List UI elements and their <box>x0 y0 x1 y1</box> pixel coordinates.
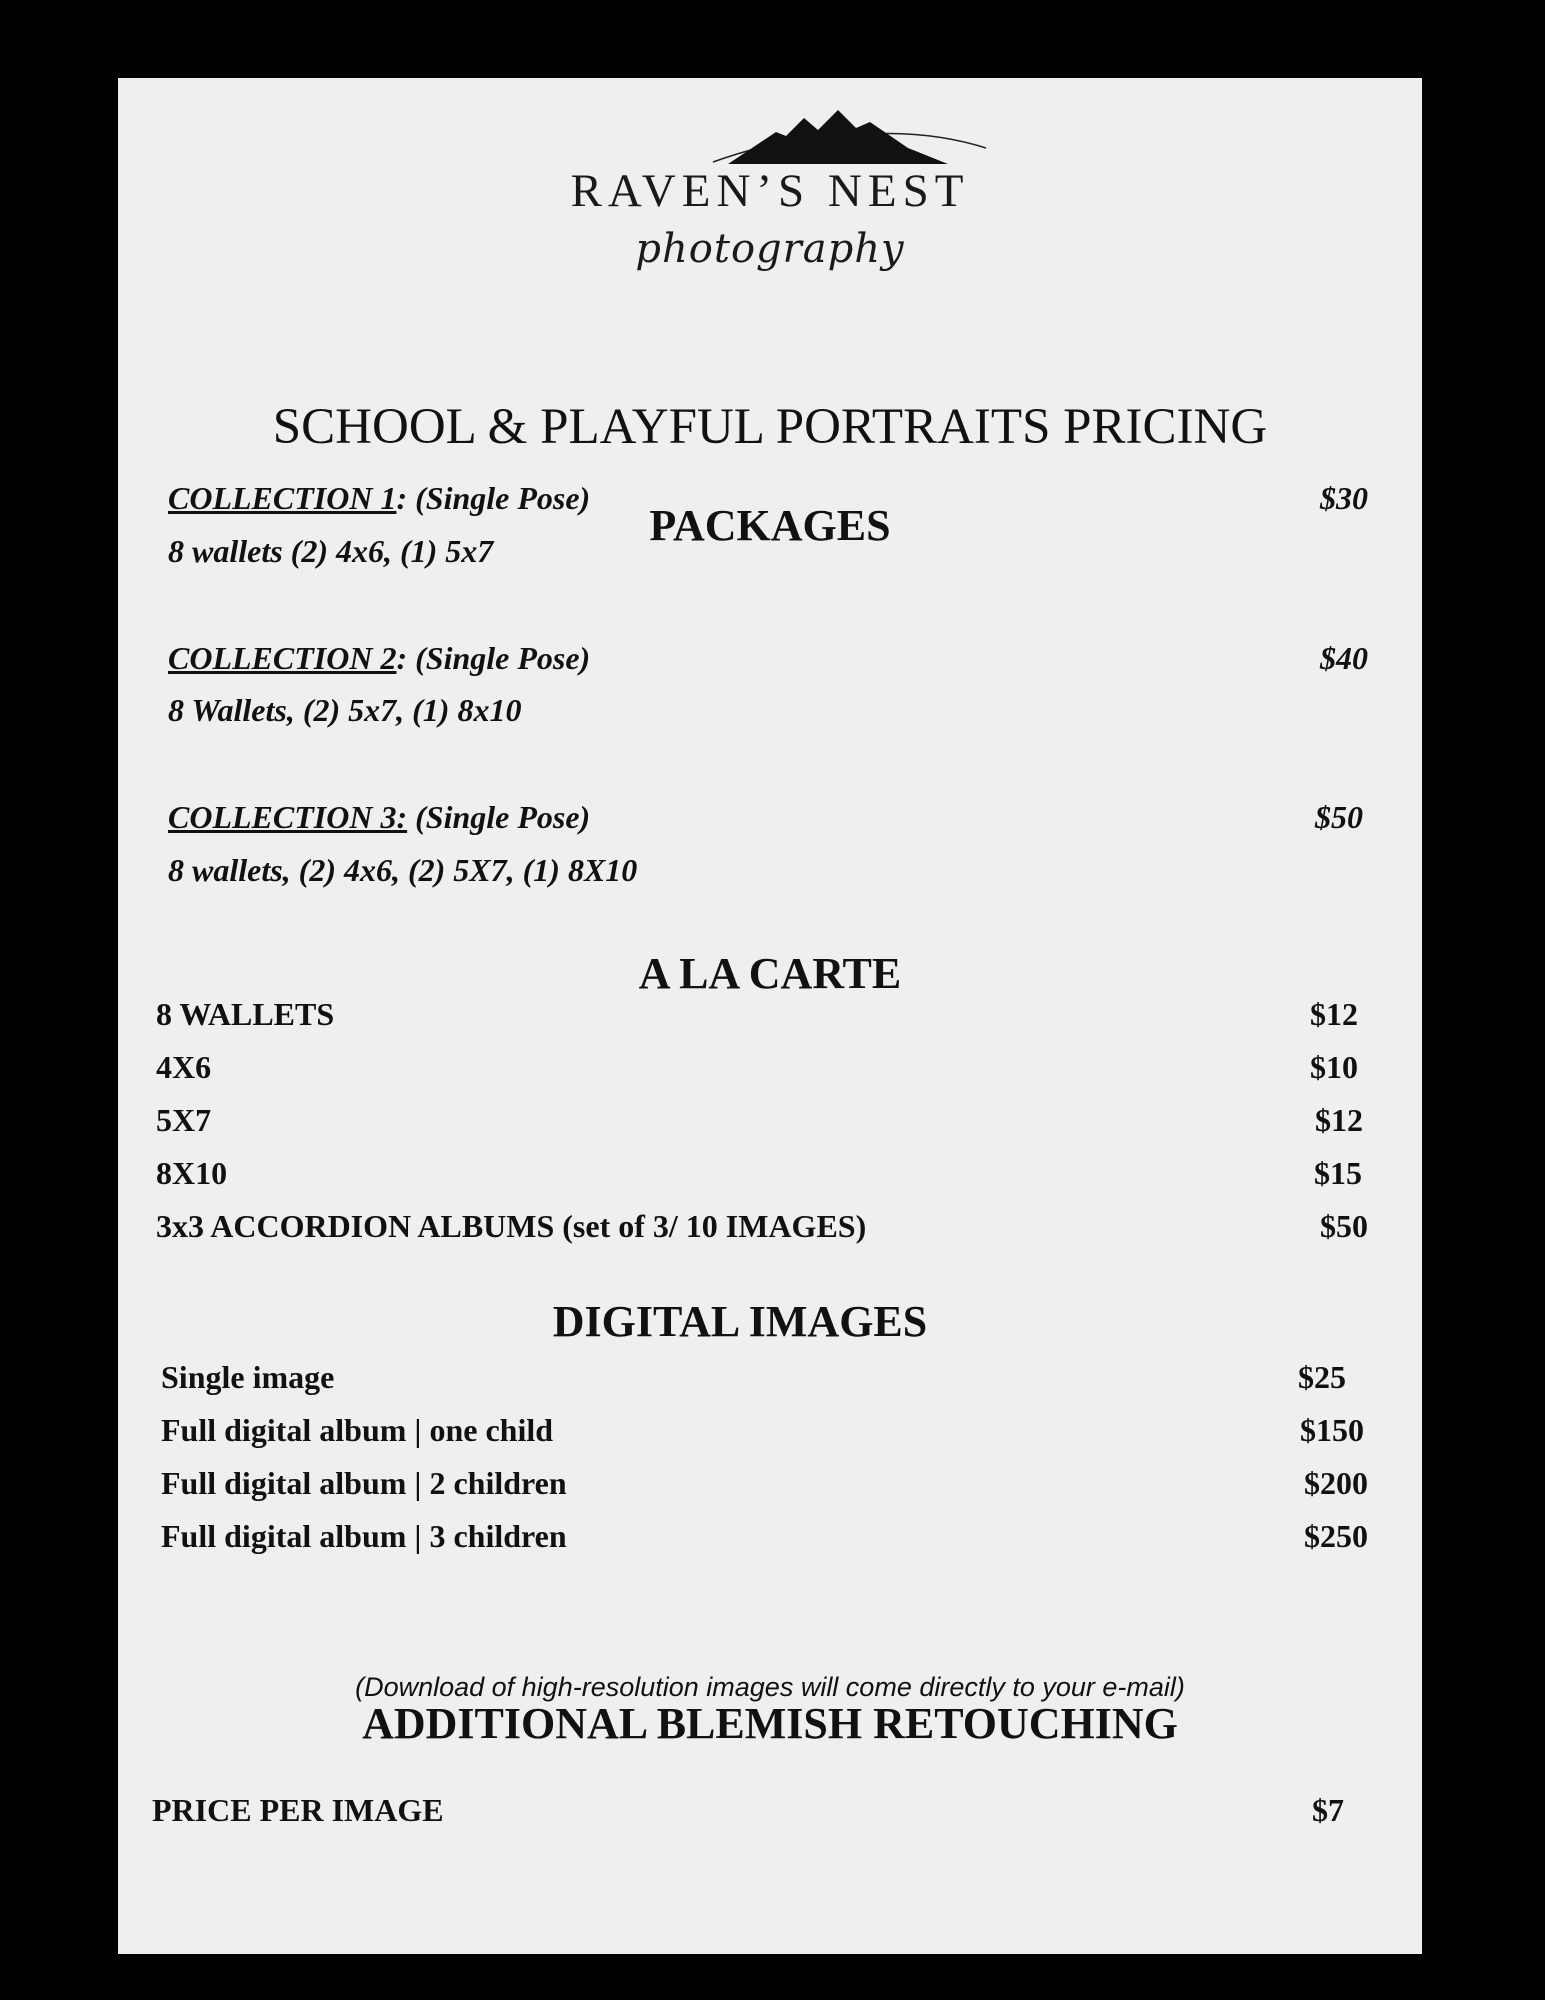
a-la-carte-item-price: $50 <box>1320 1208 1368 1244</box>
digital-item-price: $25 <box>1298 1359 1346 1395</box>
collection-suffix: : (Single Pose) <box>396 640 591 676</box>
logo-script: photography <box>635 226 905 272</box>
a-la-carte-item-label: 3x3 ACCORDION ALBUMS (set of 3/ 10 IMAGES) <box>156 1208 867 1244</box>
digital-item-label: Full digital album | one child <box>161 1412 554 1448</box>
digital-item-label: Full digital album | 3 children <box>161 1518 567 1554</box>
collection-label: COLLECTION 1 <box>168 480 397 516</box>
collection-suffix: : (Single Pose) <box>396 480 591 516</box>
collection-1-price: $30 <box>1320 480 1368 516</box>
digital-heading: DIGITAL IMAGES <box>552 1297 928 1346</box>
packages-heading: PACKAGES <box>649 501 891 550</box>
a-la-carte-heading: A LA CARTE <box>638 949 902 998</box>
price-sheet <box>118 78 1422 1954</box>
collection-1-desc: 8 wallets (2) 4x6, (1) 5x7 <box>168 533 494 569</box>
a-la-carte-item-label: 8X10 <box>156 1155 228 1191</box>
logo-brand: RAVEN’S NEST <box>570 165 970 217</box>
retouching-price: $7 <box>1312 1792 1344 1828</box>
collection-label: COLLECTION 3: <box>168 799 408 835</box>
collection-2-price: $40 <box>1320 640 1368 676</box>
collection-3-desc: 8 wallets, (2) 4x6, (2) 5X7, (1) 8X10 <box>168 852 638 888</box>
digital-item-price: $150 <box>1300 1412 1364 1448</box>
digital-item-price: $200 <box>1304 1465 1368 1501</box>
digital-item-label: Single image <box>161 1359 335 1395</box>
digital-note: (Download of high-resolution images will come directly to your e-mail) <box>355 1672 1185 1702</box>
collection-3-price: $50 <box>1315 799 1363 835</box>
page-title: SCHOOL & PLAYFUL PORTRAITS PRICING <box>272 399 1268 455</box>
a-la-carte-item-label: 4X6 <box>156 1049 212 1085</box>
collection-2-title <box>168 640 590 677</box>
a-la-carte-item-price: $12 <box>1310 996 1358 1032</box>
a-la-carte-item-price: $15 <box>1314 1155 1362 1191</box>
collection-label: COLLECTION 2 <box>168 640 397 676</box>
a-la-carte-item-label: 5X7 <box>156 1102 212 1138</box>
digital-item-price: $250 <box>1304 1518 1368 1554</box>
a-la-carte-item-price: $10 <box>1310 1049 1358 1085</box>
a-la-carte-item-label: 8 WALLETS <box>156 996 335 1032</box>
collection-1-title <box>168 480 590 517</box>
collection-2-desc: 8 Wallets, (2) 5x7, (1) 8x10 <box>168 692 522 728</box>
digital-item-label: Full digital album | 2 children <box>161 1465 567 1501</box>
retouching-heading: ADDITIONAL BLEMISH RETOUCHING <box>362 1699 1178 1748</box>
collection-3-title <box>168 799 590 836</box>
collection-suffix: (Single Pose) <box>407 799 591 835</box>
retouching-label: PRICE PER IMAGE <box>152 1792 444 1828</box>
a-la-carte-item-price: $12 <box>1315 1102 1363 1138</box>
